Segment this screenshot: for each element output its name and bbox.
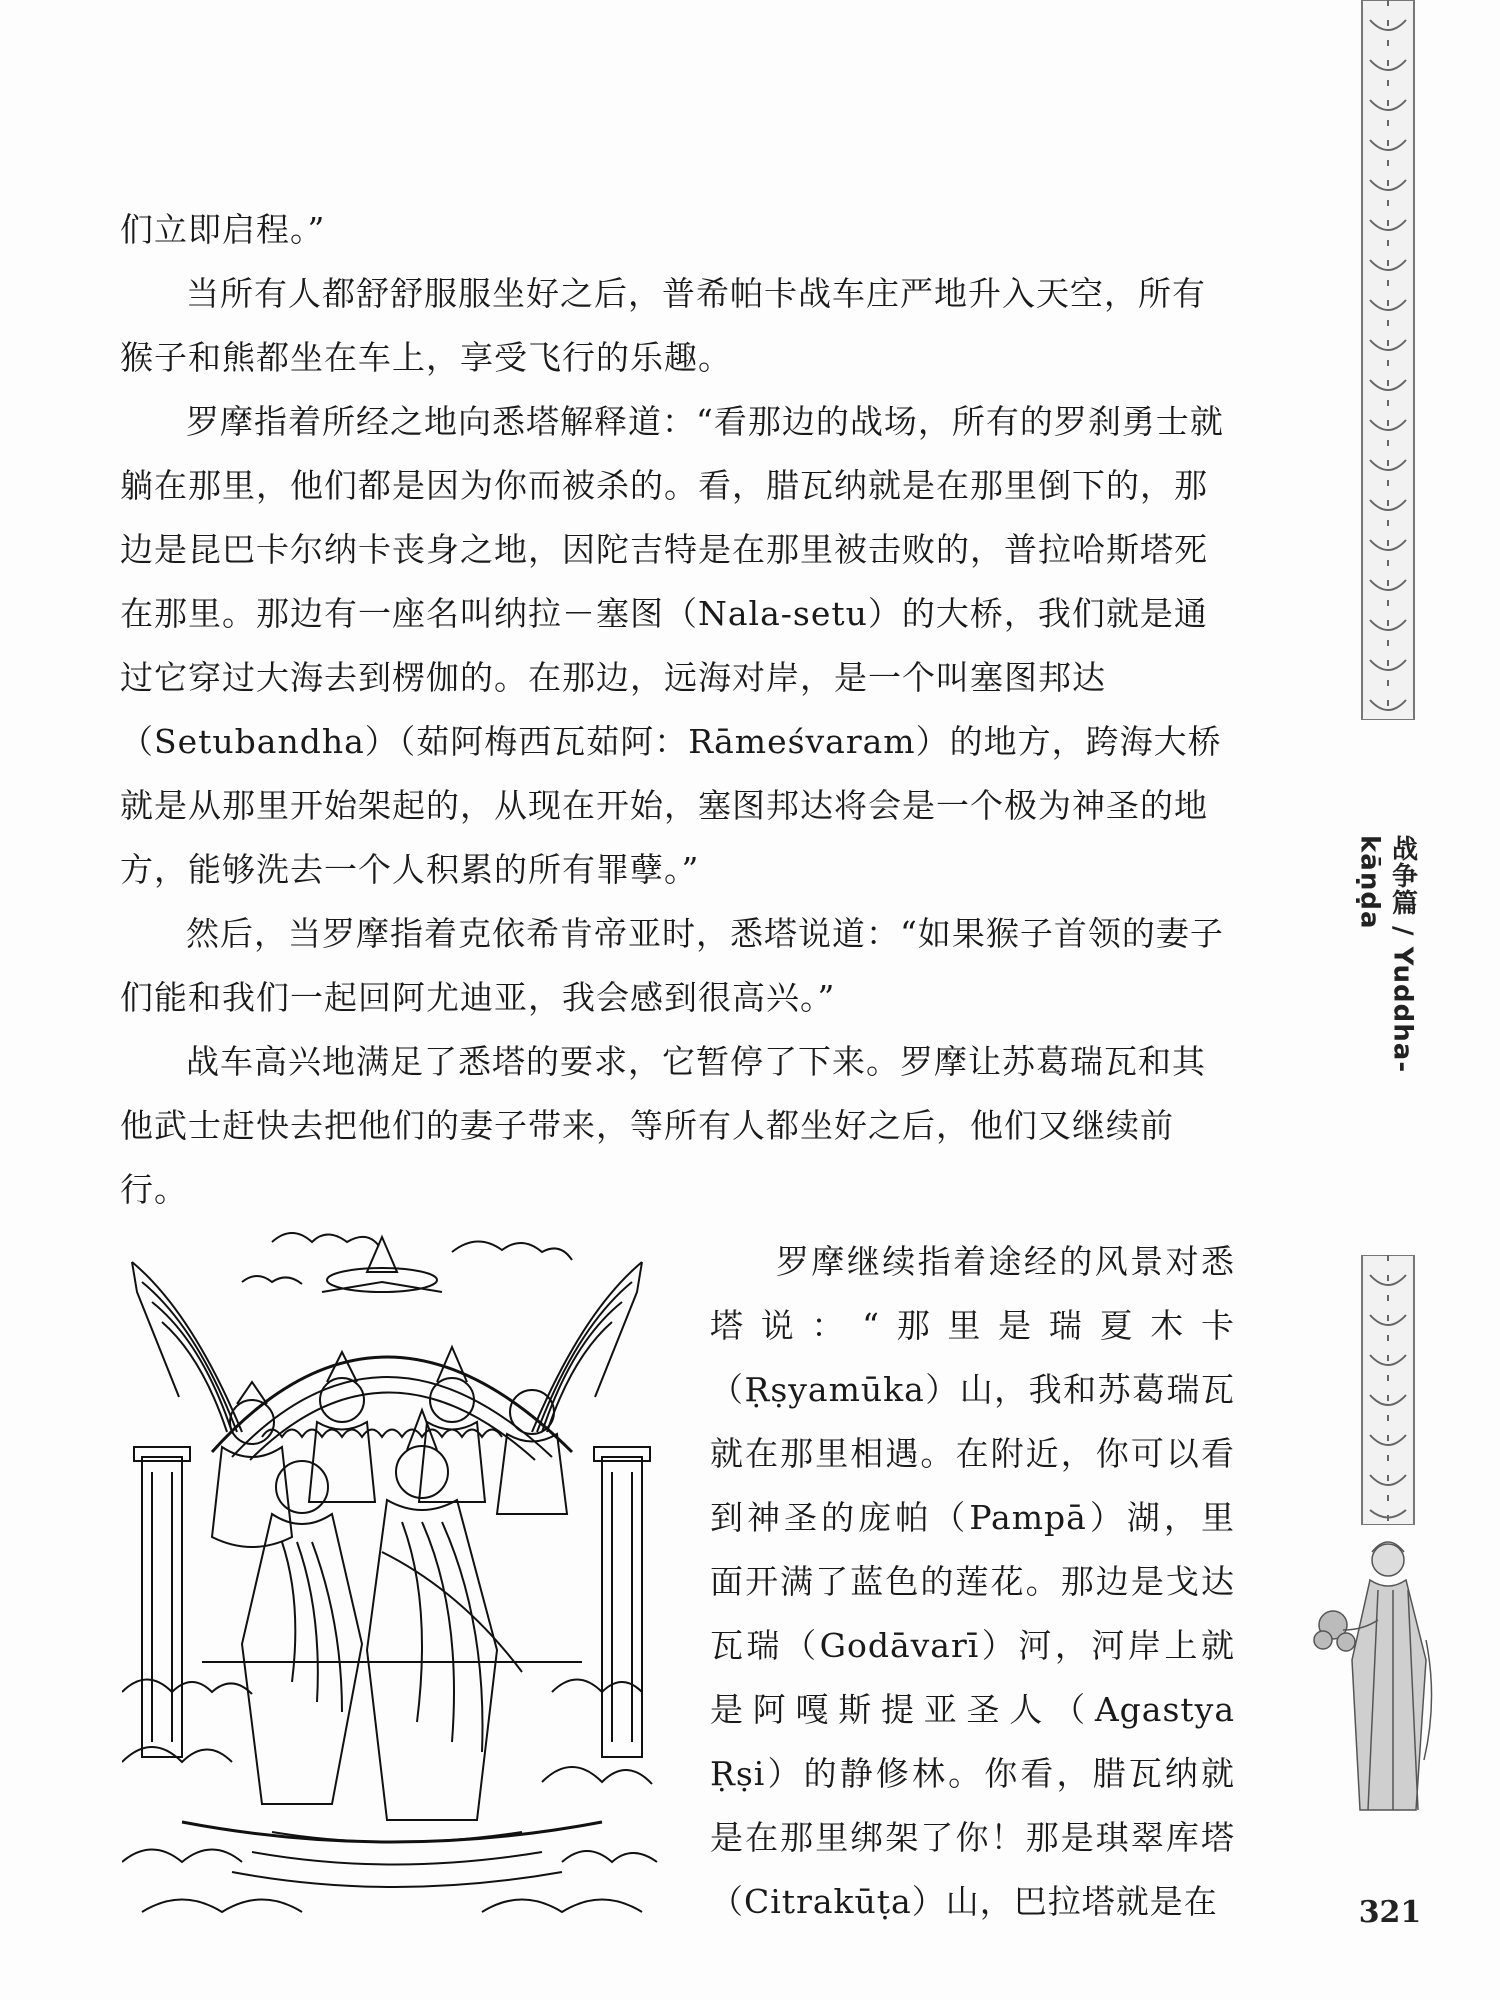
chapter-side-title — [1354, 835, 1418, 1165]
main-text-block — [120, 198, 1235, 1222]
pushpaka-chariot-illustration — [122, 1222, 662, 1922]
paragraph-5: 战车高兴地满足了悉塔的要求，它暂停了下来。罗摩让苏葛瑞瓦和其他武士赶快去把他们的妻子带来，等所有人都坐好之后，他们又继续前行。 — [120, 1042, 1206, 1209]
decorative-border-bottom — [1358, 1255, 1418, 1525]
paragraph-1: 们立即启程。” — [120, 210, 326, 249]
paragraph-2: 当所有人都舒舒服服坐好之后，普希帕卡战车庄严地升入天空，所有猴子和熊都坐在车上，享受飞行的乐趣。 — [120, 274, 1206, 377]
chapter-title-text: 战争篇 / Yuddha-kāṇḍa — [1354, 835, 1418, 1074]
side-figure-illustration — [1308, 1530, 1458, 1820]
wrap-text-block — [710, 1230, 1235, 1934]
page-number: 321 — [1358, 1895, 1422, 1930]
paragraph-4: 然后，当罗摩指着克依希肯帝亚时，悉塔说道：“如果猴子首领的妻子们能和我们一起回阿尤迪亚，我会感到很高兴。” — [120, 914, 1224, 1017]
paragraph-6: 罗摩继续指着途经的风景对悉塔说：“那里是瑞夏木卡（Ṛṣyamūka）山，我和苏葛瑞瓦就在那里相遇。在附近，你可以看到神圣的庞帕（Pampā）湖，里面开满了蓝色的莲花。那边是戈达瓦瑞（Godāvarī）河，河岸上就是阿嘎斯提亚圣人（Agastya Ṛṣi）的静修林。你看，腊瓦纳就是在那里绑架了你！那是琪翠库塔（Citrakūṭa）山，巴拉塔就是在 — [710, 1242, 1235, 1921]
paragraph-3: 罗摩指着所经之地向悉塔解释道：“看那边的战场，所有的罗刹勇士就躺在那里，他们都是因为你而被杀的。看，腊瓦纳就是在那里倒下的，那边是昆巴卡尔纳卡丧身之地，因陀吉特是在那里被击败的，普拉哈斯塔死在那里。那边有一座名叫纳拉－塞图（Nala-setu）的大桥，我们就是通过它穿过大海去到楞伽的。在那边，远海对岸，是一个叫塞图邦达（Setubandha）（茹阿梅西瓦茹阿：Rāmeśvaram）的地方，跨海大桥就是从那里开始架起的，从现在开始，塞图邦达将会是一个极为神圣的地方，能够洗去一个人积累的所有罪孽。” — [120, 402, 1224, 889]
decorative-border-top — [1358, 0, 1418, 720]
